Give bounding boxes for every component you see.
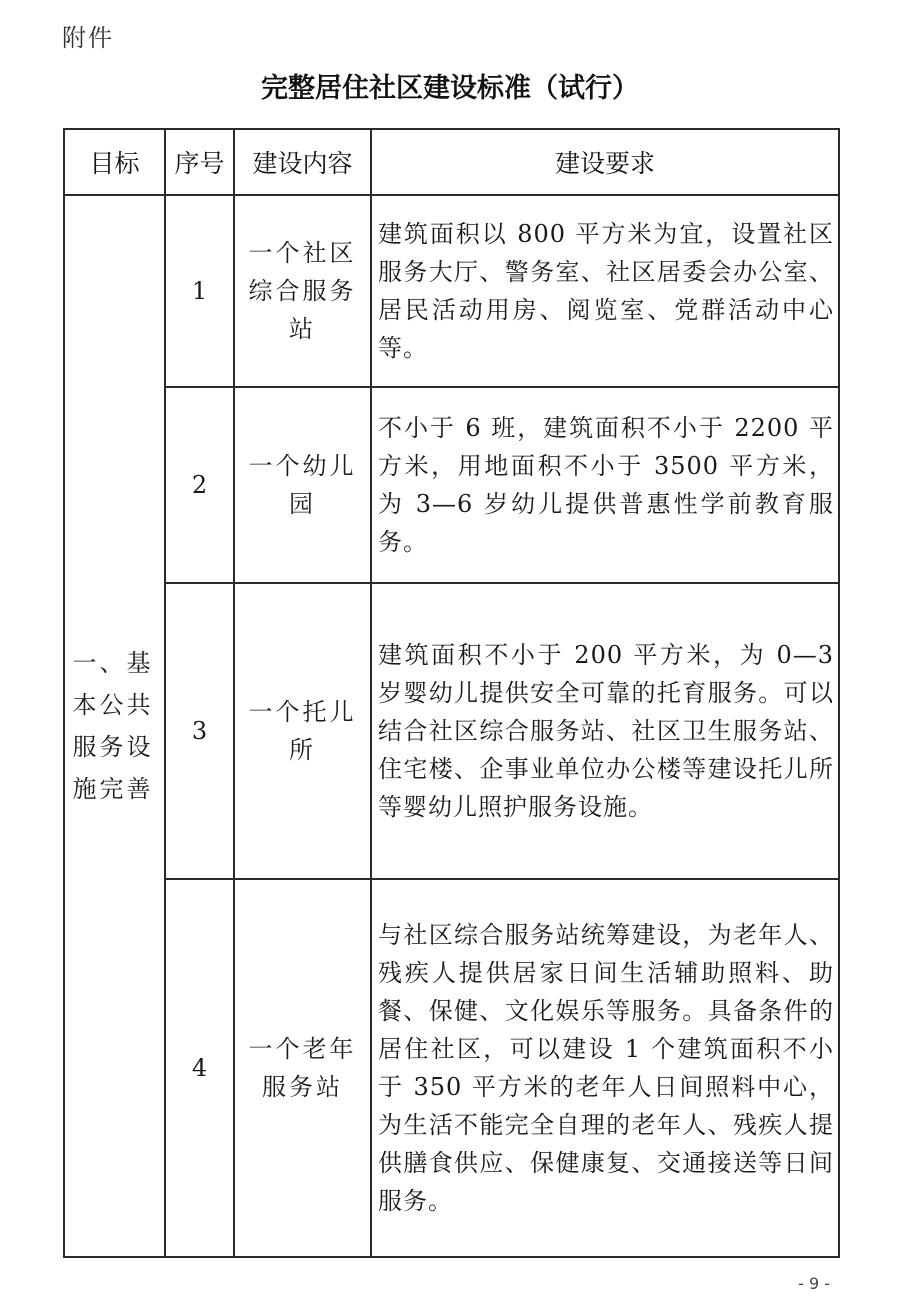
- table-row: [64, 387, 839, 583]
- seq-cell: 1: [165, 195, 234, 387]
- requirement-cell: 与社区综合服务站统筹建设，为老年人、残疾人提供居家日间生活辅助照料、助餐、保健、文化娱乐等服务。具备条件的居住社区，可以建设 1 个建筑面积不小于 350 平方米的老年人日间照料中心，为生活不能完全自理的老年人、残疾人提供膳食供应、保健康复、交通接送等日间服务。: [371, 879, 839, 1257]
- seq-cell: 4: [165, 879, 234, 1257]
- document-title: 完整居住社区建设标准（试行）: [261, 73, 639, 104]
- content-cell: [234, 583, 371, 879]
- table-header-row: [64, 129, 839, 195]
- seq-cell: 2: [165, 387, 234, 583]
- content-cell: [234, 879, 371, 1257]
- table-row: [64, 879, 839, 1257]
- content-text: 一个社区综合服务站: [248, 239, 357, 343]
- requirement-cell: 建筑面积以 800 平方米为宜，设置社区服务大厅、警务室、社区居委会办公室、居民活动用房、阅览室、党群活动中心等。: [371, 195, 839, 387]
- requirement-cell: 不小于 6 班，建筑面积不小于 2200 平方米，用地面积不小于 3500 平方米，为 3—6 岁幼儿提供普惠性学前教育服务。: [371, 387, 839, 583]
- content-cell: [234, 195, 371, 387]
- content-text: 一个托儿所: [248, 698, 357, 764]
- standards-table: [63, 128, 840, 1258]
- content-text: 一个老年服务站: [248, 1035, 357, 1101]
- attachment-label: 附件: [62, 24, 114, 52]
- header-seq: 序号: [165, 129, 234, 195]
- header-requirement: 建设要求: [371, 129, 839, 195]
- page-number: - 9 -: [798, 1274, 830, 1293]
- goal-cell: [64, 195, 165, 1257]
- table-row: [64, 583, 839, 879]
- requirement-cell: 建筑面积不小于 200 平方米，为 0—3 岁婴幼儿提供安全可靠的托育服务。可以结合社区综合服务站、社区卫生服务站、住宅楼、企事业单位办公楼等建设托儿所等婴幼儿照护服务设施。: [371, 583, 839, 879]
- goal-text: 一、基本公共服务设施完善: [72, 649, 154, 803]
- seq-cell: 3: [165, 583, 234, 879]
- content-text: 一个幼儿园: [248, 452, 357, 518]
- table-row: [64, 195, 839, 387]
- content-cell: [234, 387, 371, 583]
- header-content: 建设内容: [234, 129, 371, 195]
- header-goal: 目标: [64, 129, 165, 195]
